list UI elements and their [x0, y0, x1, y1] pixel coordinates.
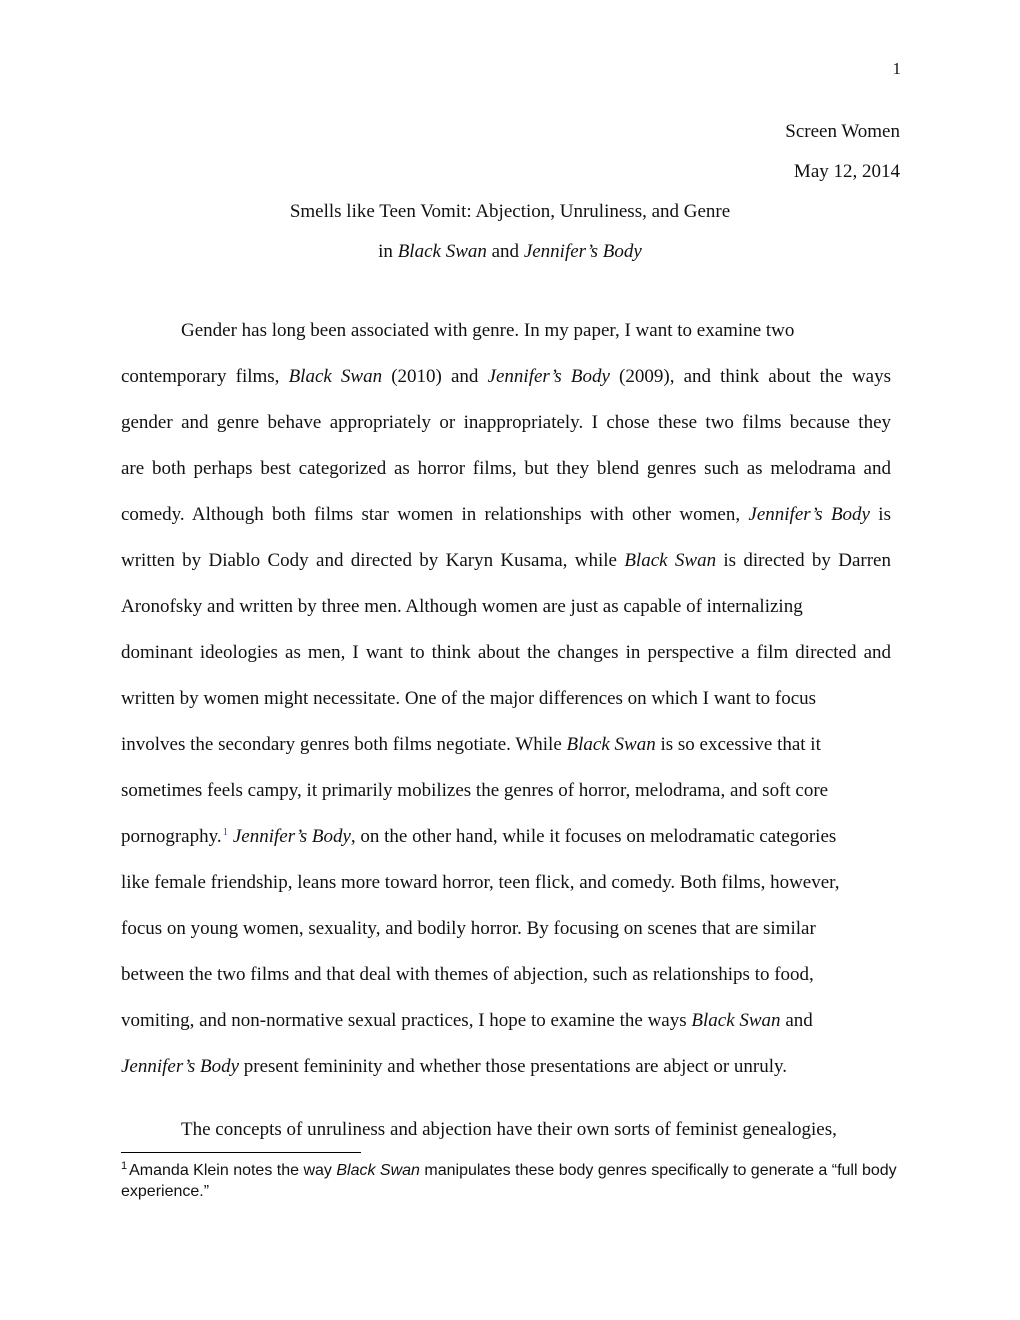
paper-title-line-1: Smells like Teen Vomit: Abjection, Unruliness, and Genre	[289, 201, 731, 222]
text-run: vomiting, and non-normative sexual practices, I hope to examine the ways	[121, 1010, 692, 1031]
text-run: Amanda Klein notes the way	[129, 1162, 337, 1179]
paragraph-1-line-6	[121, 550, 891, 572]
paper-title-line-2	[0, 241, 1020, 263]
film-title: Black Swan	[691, 1010, 781, 1031]
paragraph-1-line-3: gender and genre behave appropriately or inappropriately. I chose these two films because they	[121, 412, 891, 433]
text-run: comedy. Although both films star women in relationships with other women,	[121, 504, 749, 525]
title-film-black-swan: Black Swan	[397, 241, 487, 262]
paragraph-2-line-1: The concepts of unruliness and abjection have their own sorts of feminist genealogies,	[181, 1119, 837, 1140]
text-run: pornography.	[121, 826, 222, 847]
film-title: Black Swan	[336, 1162, 420, 1179]
text-run: , on the other hand, while it focuses on melodramatic categories	[350, 826, 837, 847]
paragraph-1-line-16	[121, 1010, 813, 1032]
paragraph-1-line-11: sometimes feels campy, it primarily mobilizes the genres of horror, melodrama, and soft core	[121, 780, 829, 801]
text-run: and	[780, 1010, 813, 1031]
paragraph-1-line-7: Aronofsky and written by three men. Although women are just as capable of internalizing	[121, 596, 803, 617]
paragraph-1-line-10	[121, 734, 821, 756]
text-run: contemporary films,	[121, 366, 289, 387]
text-run: present femininity and whether those presentations are abject or unruly.	[239, 1056, 788, 1077]
title-film-jennifers-body: Jennifer’s Body	[523, 241, 642, 262]
title-prefix: in	[378, 241, 398, 262]
text-run: is so excessive that it	[655, 734, 821, 755]
text-run: written by Diablo Cody and directed by Karyn Kusama, while	[121, 550, 625, 571]
paragraph-1-line-1: Gender has long been associated with genre. In my paper, I want to examine two	[181, 320, 795, 341]
footnote-reference[interactable]: 1	[222, 826, 229, 838]
paragraph-1-line-8: dominant ideologies as men, I want to think about the changes in perspective a film directed and	[121, 642, 891, 663]
paragraph-1-line-17	[121, 1056, 787, 1078]
text-run: manipulates these body genres specifically to generate a “full body experience.”	[121, 1162, 897, 1200]
film-title: Jennifer’s Body	[232, 826, 351, 847]
paragraph-1-line-14: focus on young women, sexuality, and bodily horror. By focusing on scenes that are similar	[121, 918, 816, 939]
paragraph-1-line-9: written by women might necessitate. One of the major differences on which I want to focus	[121, 688, 817, 709]
film-title: Jennifer’s Body	[121, 1056, 240, 1077]
film-title: Black Swan	[288, 366, 383, 387]
text-run: is directed by Darren	[716, 550, 891, 571]
film-title: Jennifer’s Body	[748, 504, 870, 525]
text-run: is	[870, 504, 891, 525]
film-title: Black Swan	[624, 550, 717, 571]
paragraph-1-line-15: between the two films and that deal with themes of abjection, such as relationships to food,	[121, 964, 814, 985]
paragraph-1-line-5	[121, 504, 891, 526]
paragraph-1-line-4: are both perhaps best categorized as horror films, but they blend genres such as melodrama and	[121, 458, 891, 479]
text-run: (2010) and	[382, 366, 488, 387]
course-name: Screen Women	[785, 121, 900, 142]
paragraph-1-line-13: like female friendship, leans more toward horror, teen flick, and comedy. Both films, however,	[121, 872, 840, 893]
paragraph-1-line-12	[121, 826, 836, 848]
film-title: Black Swan	[566, 734, 656, 755]
paper-date: May 12, 2014	[793, 161, 900, 182]
title-connector: and	[486, 241, 524, 262]
footnote-number: 1	[121, 1160, 128, 1172]
page-number: 1	[892, 59, 901, 78]
text-run: (2009), and think about the ways	[609, 366, 891, 387]
footnote	[121, 1161, 906, 1202]
paragraph-1-line-2	[121, 366, 891, 388]
footnote-separator	[121, 1152, 361, 1153]
film-title: Jennifer’s Body	[487, 366, 610, 387]
text-run: involves the secondary genres both films negotiate. While	[121, 734, 567, 755]
